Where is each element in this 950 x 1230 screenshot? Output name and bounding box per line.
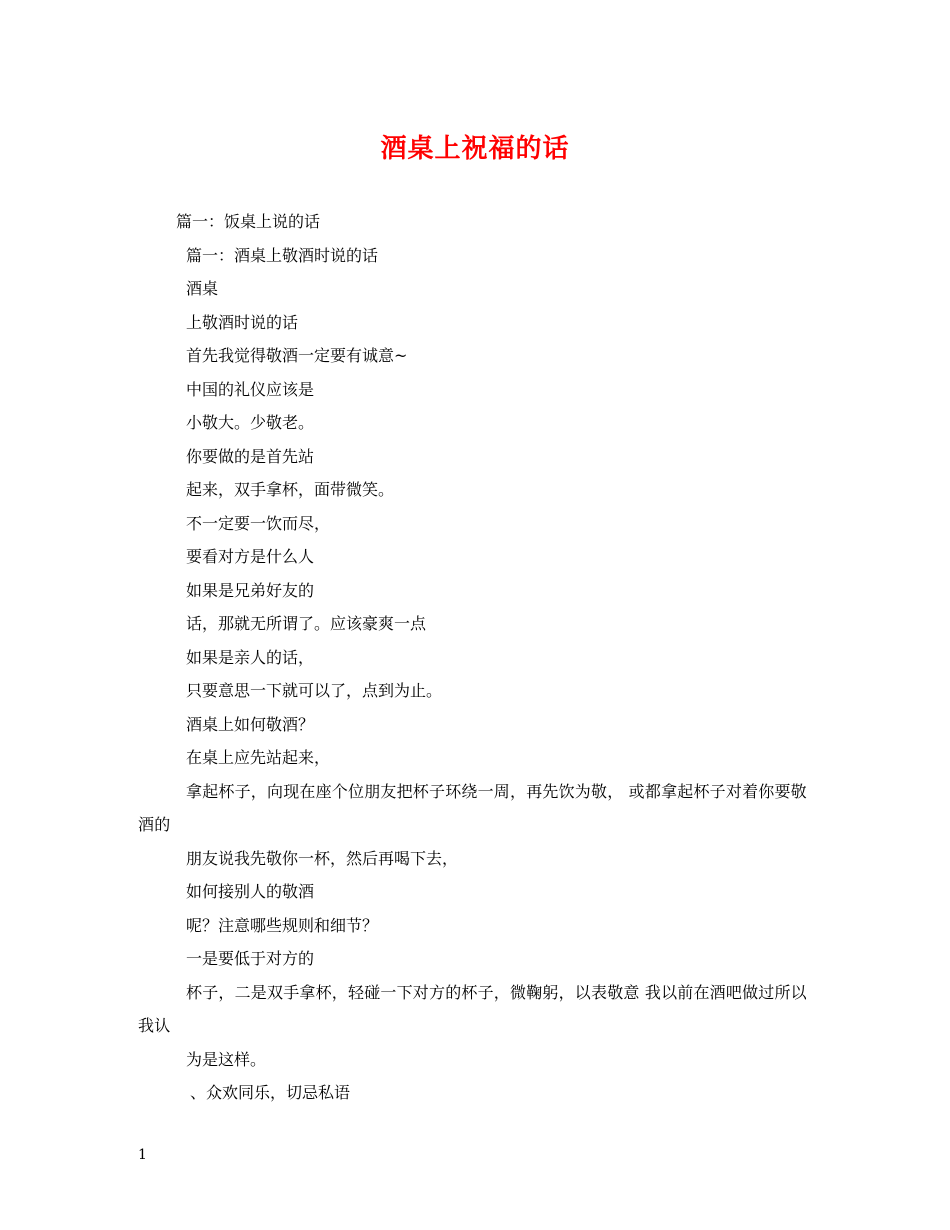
text-line: 一是要低于对方的 — [186, 949, 315, 968]
text-line: 要看对方是什么人 — [186, 547, 315, 566]
text-line: 如果是亲人的话， — [186, 647, 315, 667]
text-line: 呢？注意哪些规则和细节？ — [186, 915, 379, 935]
text-line: 不一定要一饮而尽， — [186, 513, 331, 533]
text-line: 首先我觉得敬酒一定要有诚意~ — [186, 346, 408, 365]
text-line: 酒桌上如何敬酒？ — [186, 714, 315, 734]
text-line: 为是这样。 — [186, 1049, 267, 1069]
text-line: 、众欢同乐，切忌私语 — [190, 1083, 351, 1102]
document-title: 酒桌上祝福的话 — [380, 134, 570, 164]
text-line: 你要做的是首先站 — [186, 446, 315, 466]
text-line: 如果是兄弟好友的 — [186, 580, 315, 600]
paragraph: 拿起杯子，向现在座个位朋友把杯子环绕一周，再先饮为敬， 或都拿起杯子对着你要敬酒的 — [138, 781, 807, 834]
paragraph: 杯子，二是双手拿杯，轻碰一下对方的杯子，微鞠躬，以表敬意 我以前在酒吧做过所以我认 — [138, 982, 807, 1035]
text-line: 篇一：酒桌上敬酒时说的话 — [186, 245, 379, 265]
text-line: 朋友说我先敬你一杯，然后再喝下去， — [186, 848, 459, 868]
text-line: 中国的礼仪应该是 — [186, 379, 315, 399]
text-line: 只要意思一下就可以了，点到为止。 — [186, 681, 443, 700]
heading-line: 篇一：饭桌上说的话 — [176, 212, 321, 231]
text-line: 话，那就无所谓了。应该豪爽一点 — [186, 614, 427, 633]
text-line: 如何接别人的敬酒 — [186, 882, 315, 901]
page-number: 1 — [138, 1147, 147, 1163]
text-line: 起来，双手拿杯，面带微笑。 — [186, 480, 395, 499]
document-body — [138, 205, 818, 1110]
text-line: 小敬大。少敬老。 — [186, 413, 315, 432]
text-line: 在桌上应先站起来， — [186, 748, 331, 767]
text-line: 上敬酒时说的话 — [186, 312, 299, 332]
text-line: 酒桌 — [186, 279, 219, 298]
